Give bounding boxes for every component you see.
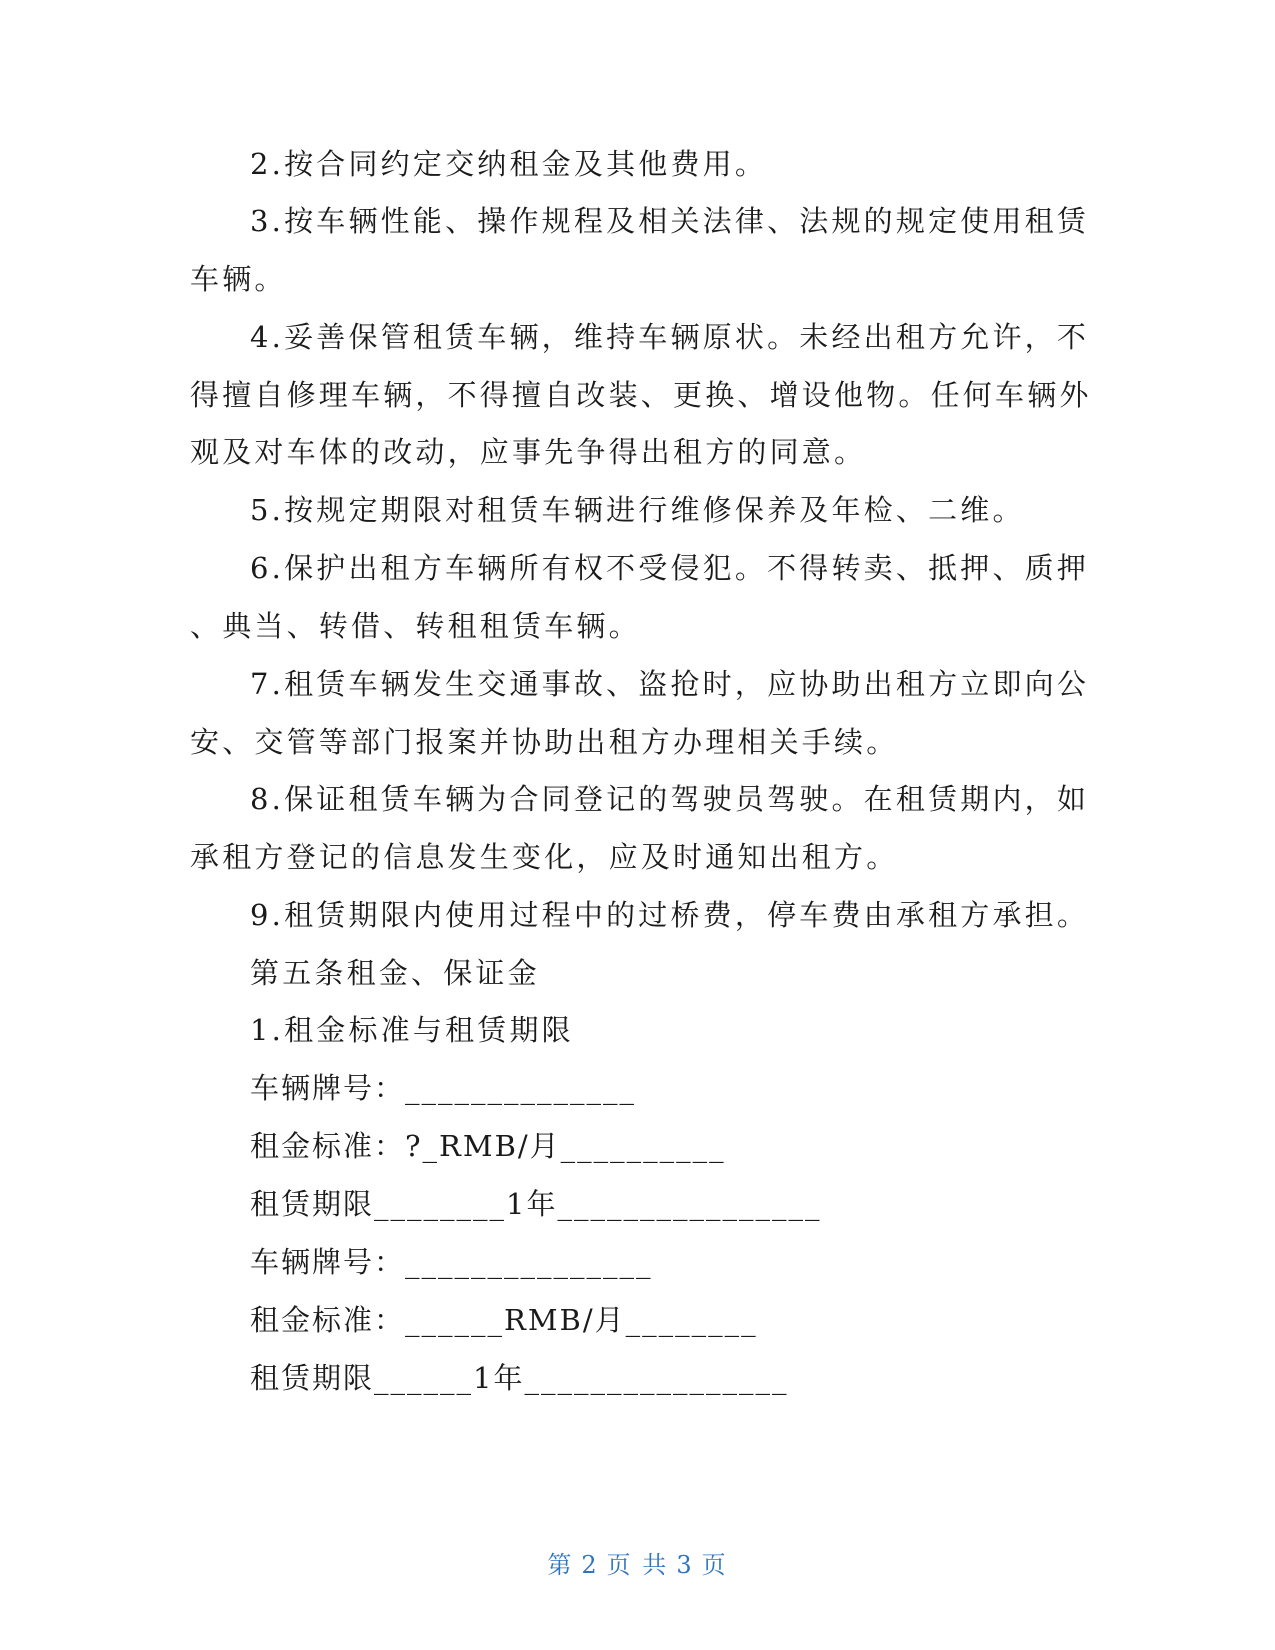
clause-line: 9.租赁期限内使用过程中的过桥费，停车费由承租方承担。: [250, 898, 1090, 932]
form-field-lease-term: 租赁期限________1年________________: [250, 1187, 822, 1221]
subsection-heading: 1.租金标准与租赁期限: [250, 1013, 574, 1047]
page-label-mid: 页 共: [606, 1551, 669, 1579]
form-field-lease-term: 租赁期限______1年________________: [250, 1361, 789, 1395]
form-field-plate-number: 车辆牌号：______________: [250, 1071, 637, 1105]
clause-line: 、典当、转借、转租租赁车辆。: [190, 609, 641, 643]
clause-line: 得擅自修理车辆，不得擅自改装、更换、增设他物。任何车辆外: [190, 378, 1092, 412]
clause-line: 安、交管等部门报案并协助出租方办理相关手续。: [190, 725, 899, 759]
clause-line: 8.保证租赁车辆为合同登记的驾驶员驾驶。在租赁期内，如: [250, 782, 1090, 816]
section-heading: 第五条租金、保证金: [250, 956, 540, 990]
clause-line: 7.租赁车辆发生交通事故、盗抢时，应协助出租方立即向公: [250, 667, 1090, 701]
clause-line: 2.按合同约定交纳租金及其他费用。: [250, 147, 768, 181]
clause-line: 6.保护出租方车辆所有权不受侵犯。不得转卖、抵押、质押: [250, 551, 1090, 585]
clause-line: 5.按规定期限对租赁车辆进行维修保养及年检、二维。: [250, 493, 1025, 527]
clause-line: 承租方登记的信息发生变化，应及时通知出租方。: [190, 840, 899, 874]
form-field-plate-number: 车辆牌号：_______________: [250, 1245, 653, 1279]
total-page-count: 3: [676, 1551, 694, 1579]
clause-line: 4.妥善保管租赁车辆，维持车辆原状。未经出租方允许，不: [250, 320, 1090, 354]
page-label-suffix: 页: [701, 1551, 728, 1579]
clause-line: 观及对车体的改动，应事先争得出租方的同意。: [190, 435, 867, 469]
current-page-number: 2: [581, 1551, 599, 1579]
form-field-rent-standard: 租金标准：______RMB/月________: [250, 1303, 758, 1337]
form-field-rent-standard: 租金标准：?_RMB/月__________: [250, 1129, 726, 1163]
page-number-footer: [0, 1545, 1275, 1580]
clause-line: 车辆。: [190, 262, 287, 296]
page-label-prefix: 第: [547, 1551, 574, 1579]
clause-line: 3.按车辆性能、操作规程及相关法律、法规的规定使用租赁: [250, 204, 1090, 238]
